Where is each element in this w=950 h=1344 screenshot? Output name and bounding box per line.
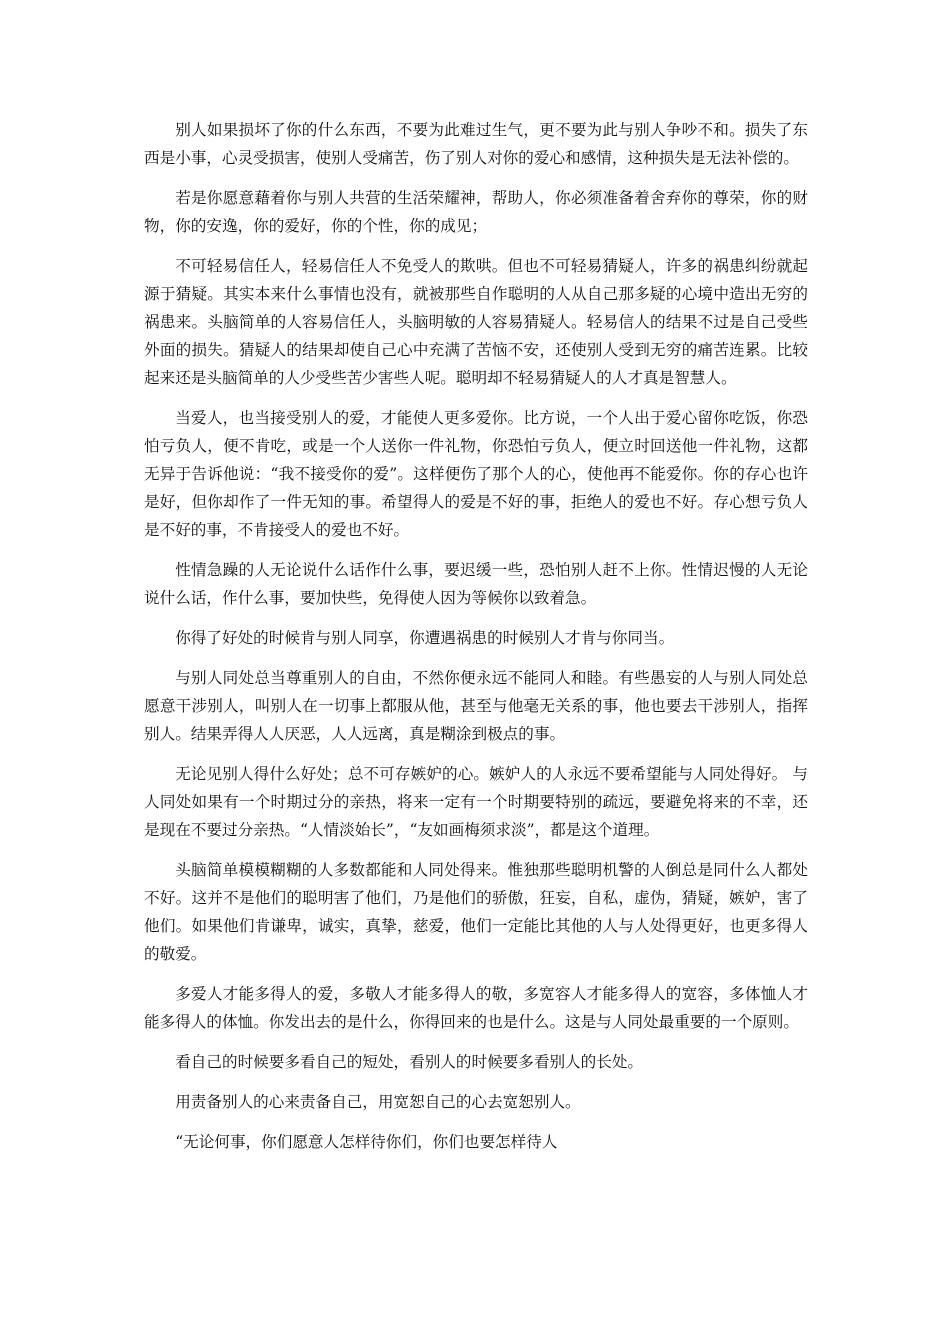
paragraph-6: 你得了好处的时候肯与别人同享，你遭遇祸患的时候别人才肯与你同当。	[175, 629, 675, 647]
paragraph-7: 与别人同处总当尊重别人的自由，不然你便永远不能同人和睦。有些愚妄的人与别人同处总愿意干涉别人，叫别人在一切事上都服从他，甚至与他毫无关系的事，他也要去干涉别人，指挥别人。结果弄得人人厌恶，人人远离，真是糊涂到极点的事。	[144, 669, 808, 743]
paragraph-11: 看自己的时候要多看自己的短处，看别人的时候要多看别人的长处。	[175, 1053, 644, 1071]
document-body	[144, 116, 808, 1168]
paragraph-2: 若是你愿意藉着你与别人共营的生活荣耀神，帮助人，你必须准备着舍弃你的尊荣，你的财物，你的安逸，你的爱好，你的个性，你的成见；	[144, 189, 808, 235]
paragraph-5: 性情急躁的人无论说什么话作什么事，要迟缓一些，恐怕别人赶不上你。性情迟慢的人无论说什么话，作什么事，要加快些，免得使人因为等候你以致着急。	[144, 561, 808, 607]
paragraph-10: 多爱人才能多得人的爱，多敬人才能多得人的敬，多宽容人才能多得人的宽容，多体恤人才能多得人的体恤。你发出去的是什么，你得回来的也是什么。这是与人同处最重要的一个原则。	[144, 985, 808, 1031]
paragraph-9: 头脑简单模模糊糊的人多数都能和人同处得来。惟独那些聪明机警的人倒总是同什么人都处不好。这并不是他们的聪明害了他们，乃是他们的骄傲，狂妄，自私，虚伪，猜疑，嫉妒，害了他们。如果他们肯谦卑，诚实，真挚，慈爱，他们一定能比其他的人与人处得更好，也更多得人的敬爱。	[144, 861, 808, 963]
paragraph-1: 别人如果损坏了你的什么东西，不要为此难过生气，更不要为此与别人争吵不和。损失了东西是小事，心灵受损害，使别人受痛苦，伤了别人对你的爱心和感情，这种损失是无法补偿的。	[144, 121, 808, 167]
paragraph-13: “无论何事，你们愿意人怎样待你们，你们也要怎样待人	[175, 1133, 558, 1151]
paragraph-12: 用责备别人的心来责备自己，用宽恕自己的心去宽恕别人。	[175, 1093, 581, 1111]
paragraph-4: 当爱人，也当接受别人的爱，才能使人更多爱你。比方说，一个人出于爱心留你吃饭，你恐怕亏负人，便不肯吃，或是一个人送你一件礼物，你恐怕亏负人，便立时回送他一件礼物，这都无异于告诉他说：“我不接受你的爱”。这样便伤了那个人的心，使他再不能爱你。你的存心也许是好，但你却作了一件无知的事。希望得人的爱是不好的事，拒绝人的爱也不好。存心想亏负人是不好的事，不肯接受人的爱也不好。	[144, 409, 808, 539]
paragraph-8: 无论见别人得什么好处；总不可存嫉妒的心。嫉妒人的人永远不要希望能与人同处得好。 与人同处如果有一个时期过分的亲热，将来一定有一个时期要特别的疏远，要避免将来的不幸，还是现在不要过分亲热。“人情淡始长”，“友如画梅须求淡”，都是这个道理。	[144, 765, 808, 839]
paragraph-3: 不可轻易信任人，轻易信任人不免受人的欺哄。但也不可轻易猜疑人，许多的祸患纠纷就起源于猜疑。其实本来什么事情也没有，就被那些自作聪明的人从自己那多疑的心境中造出无穷的祸患来。头脑简单的人容易信任人，头脑明敏的人容易猜疑人。轻易信人的结果不过是自己受些外面的损失。猜疑人的结果却使自己心中充满了苦恼不安，还使别人受到无穷的痛苦连累。比较起来还是头脑简单的人少受些苦少害些人呢。聪明却不轻易猜疑人的人才真是智慧人。	[144, 257, 808, 387]
